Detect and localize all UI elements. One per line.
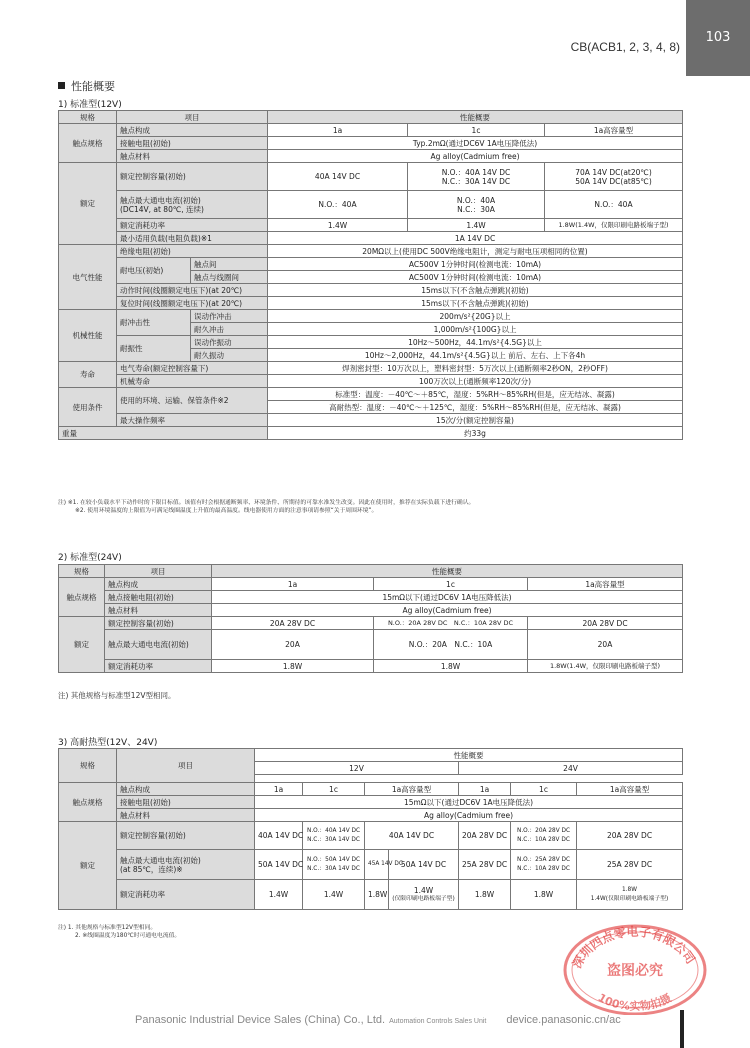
- cell-line: N.C.：10A 28V DC: [517, 865, 570, 872]
- footer: [135, 1014, 621, 1026]
- table2: [58, 564, 683, 673]
- row-label: 最大操作频率: [117, 414, 268, 427]
- row-label: 触点接触电阻(初始): [105, 591, 212, 604]
- cell: 20A: [528, 630, 683, 660]
- cell: 15mΩ以下(通过DC6V 1A电压降低法): [212, 591, 683, 604]
- seal-center-text: 盗图必究: [607, 963, 663, 979]
- cell: [389, 880, 459, 910]
- row-label: 额定控制容量(初始): [117, 163, 268, 191]
- table3: [58, 748, 683, 910]
- table1: [58, 110, 683, 440]
- cell: N.O.：20A 28V DC N.C.：10A 28V DC: [374, 617, 528, 630]
- header-item: 项目: [117, 749, 255, 783]
- cell-line: N.O.：25A 28V DC: [516, 856, 571, 863]
- cell: 1.8W: [212, 660, 374, 673]
- row-label: 额定控制容量(初始): [105, 617, 212, 630]
- cell: [545, 163, 683, 191]
- row-label: 触点构成: [105, 578, 212, 591]
- cell-line: 1.8W: [622, 886, 637, 893]
- seal-outer-text: 深圳四点零电子有限公司: [569, 924, 698, 971]
- table2-title: 2) 标准型(24V): [58, 553, 122, 563]
- table1-note1: 注) ※1. 在较小负载水平下动作时的下限目标值。该值有时会根据通断频率、环境条件、所期待的可靠水准发生改变。因此在使用时，推荐在实际负载下进行确认。: [58, 500, 475, 506]
- row-label: 电气寿命(额定控制容量下): [117, 362, 268, 375]
- page-number: 103: [705, 30, 731, 45]
- row-label: 耐振性: [117, 336, 191, 362]
- cat-life: 寿命: [59, 362, 117, 388]
- cell: 20A 28V DC: [528, 617, 683, 630]
- cell: [303, 850, 365, 880]
- row-label: 触点材料: [117, 809, 255, 822]
- row-sublabel: 误动作冲击: [191, 310, 268, 323]
- cell: 40A 14V DC: [255, 822, 303, 850]
- row-sublabel: 耐久冲击: [191, 323, 268, 336]
- cell: [511, 822, 577, 850]
- cell-line: N.C.：10A 28V DC: [517, 836, 570, 843]
- row-sublabel: 误动作振动: [191, 336, 268, 349]
- square-bullet-icon: [58, 82, 65, 89]
- row-label: 触点最大通电电流(初始): [105, 630, 212, 660]
- cell: 20A 28V DC: [577, 822, 683, 850]
- row-label: 额定消耗功率: [117, 219, 268, 232]
- cat-contact: 触点规格: [59, 124, 117, 163]
- cell: 1c: [408, 124, 545, 137]
- row-label: 触点构成: [117, 783, 255, 796]
- cell: 1.4W: [268, 219, 408, 232]
- label-line: (at 85℃，连续)※: [120, 864, 183, 874]
- cat-rating: 额定: [59, 163, 117, 245]
- cell: 1c: [511, 783, 577, 796]
- label-line: 触点最大通电电流(初始): [120, 855, 201, 865]
- cell: 45A 14V DC: [365, 850, 389, 880]
- table3-title: 3) 高耐热型(12V、24V): [58, 738, 158, 748]
- header-item: 项目: [105, 565, 212, 578]
- cell: [408, 163, 545, 191]
- cell: 焊剂密封型：10万次以上，塑料密封型：5万次以上(通断频率2秒ON，2秒OFF): [268, 362, 683, 375]
- row-label: 接触电阻(初始): [117, 796, 255, 809]
- cell: 1a: [212, 578, 374, 591]
- cat-weight: 重量: [59, 427, 268, 440]
- cell: AC500V 1分钟时间(检测电流：10mA): [268, 258, 683, 271]
- page-number-tab: [686, 0, 750, 76]
- header-perf: 性能概要: [268, 111, 683, 124]
- row-label: 机械寿命: [117, 375, 268, 388]
- footer-company: Panasonic Industrial Device Sales (China) Co., Ltd.: [135, 1014, 386, 1026]
- cell: 1.8W: [374, 660, 528, 673]
- cell: 1a: [268, 124, 408, 137]
- table1-title: 1) 标准型(12V): [58, 100, 122, 110]
- cell: Typ.2mΩ(通过DC6V 1A电压降低法): [268, 137, 683, 150]
- row-label: 绝缘电阻(初始): [117, 245, 268, 258]
- cell-line: N.C.：30A 14V DC: [441, 176, 511, 186]
- row-sublabel: 耐久振动: [191, 349, 268, 362]
- row-label: 耐电压(初始): [117, 258, 191, 284]
- cell: Ag alloy(Cadmium free): [212, 604, 683, 617]
- row-label: 复位时间(线圈额定电压下)(at 20℃): [117, 297, 268, 310]
- seal-bottom-text: 100%实物拍摄: [595, 991, 674, 1013]
- header-item: 项目: [117, 111, 268, 124]
- cell: 10Hz～500Hz，44.1m/s²{4.5G}以上: [268, 336, 683, 349]
- cell: AC500V 1分钟时间(检测电流：10mA): [268, 271, 683, 284]
- cell: 1.4W: [303, 880, 365, 910]
- row-label: [117, 850, 255, 880]
- cell-line: N.C.：30A 14V DC: [307, 865, 360, 872]
- header-perf: 性能概要: [255, 749, 683, 762]
- cat-env: 使用条件: [59, 388, 117, 427]
- cell: 100万次以上(通断频率120次/分): [268, 375, 683, 388]
- cell: 1,000m/s²{100G}以上: [268, 323, 683, 336]
- cell: 10Hz～2,000Hz，44.1m/s²{4.5G}以上 前后、左右、上下各4h: [268, 349, 683, 362]
- table1-note2: ※2. 使用环境温度的上限值为可满足线圈温度上升值的最高温度。线电器使用方面的注意事项请参照“关于周围环境”。: [75, 508, 378, 514]
- header-perf: 性能概要: [212, 565, 683, 578]
- cell: 1c: [303, 783, 365, 796]
- row-label: 触点材料: [105, 604, 212, 617]
- row-label: 最小适用负载(电阻负载)※1: [117, 232, 268, 245]
- cell: 1.8W: [365, 880, 389, 910]
- row-label: 额定消耗功率: [105, 660, 212, 673]
- cell-line: 1.4W(仅限印刷电路板端子型): [590, 895, 669, 902]
- cell: [511, 850, 577, 880]
- cell-line: N.O.：50A 14V DC: [306, 856, 361, 863]
- cat-elec: 电气性能: [59, 245, 117, 310]
- cell: 1c: [374, 578, 528, 591]
- cell: 1.4W: [408, 219, 545, 232]
- cat-mech: 机械性能: [59, 310, 117, 362]
- cell: Ag alloy(Cadmium free): [255, 809, 683, 822]
- row-label: [117, 191, 268, 219]
- footer-url: device.panasonic.cn/ac: [506, 1014, 621, 1026]
- cell: 1a: [459, 783, 511, 796]
- cat-rating: 额定: [59, 617, 105, 673]
- row-label: 触点构成: [117, 124, 268, 137]
- cell-line: 1.4W: [413, 885, 434, 895]
- header-24v: 24V: [459, 762, 683, 775]
- cell-line: N.O.：40A 14V DC: [441, 167, 511, 177]
- cat-contact: 触点规格: [59, 783, 117, 822]
- cell: 约33g: [268, 427, 683, 440]
- cell: 1.8W(1.4W，仅限印刷电路板端子型): [528, 660, 683, 673]
- header-12v: 12V: [255, 762, 459, 775]
- row-label: 额定消耗功率: [117, 880, 255, 910]
- cell: 40A 14V DC: [268, 163, 408, 191]
- table3-note2: 2. ※线圈温度为180℃时可通电电流值。: [75, 933, 181, 939]
- cat-contact: 触点规格: [59, 578, 105, 617]
- cell: 1a高容量型: [365, 783, 459, 796]
- cell: 1a高容量型: [577, 783, 683, 796]
- cell: 40A 14V DC: [365, 822, 459, 850]
- cell: 1.8W(1.4W，仅限印刷电路板端子型): [545, 219, 683, 232]
- header-spec: 规格: [59, 111, 117, 124]
- cell: 1.8W: [511, 880, 577, 910]
- cell: 15mΩ以下(通过DC6V 1A电压降低法): [255, 796, 683, 809]
- row-sublabel: 触点间: [191, 258, 268, 271]
- footer-bar: [680, 1010, 684, 1048]
- row-label: 触点材料: [117, 150, 268, 163]
- cell-line: 70A 14V DC(at20℃): [575, 167, 652, 177]
- cell: 标准型：温度：－40℃～＋85℃，湿度：5%RH～85%RH(但是，应无结冰、凝露): [268, 388, 683, 401]
- cell: Ag alloy(Cadmium free): [268, 150, 683, 163]
- cell: 20A: [212, 630, 374, 660]
- cell: 20MΩ以上(使用DC 500V绝缘电阻计，测定与耐电压项相同的位置): [268, 245, 683, 258]
- footer-unit: Automation Controls Sales Unit: [389, 1018, 487, 1025]
- row-label: 动作时间(线圈额定电压下)(at 20℃): [117, 284, 268, 297]
- row-label: 耐冲击性: [117, 310, 191, 336]
- cell-line: N.O.：40A: [456, 195, 496, 205]
- table3-note1: 注) 1. 其他规格与标准型12V型相同。: [58, 925, 157, 931]
- cell: 15次/分(额定控制容量): [268, 414, 683, 427]
- row-label: 接触电阻(初始): [117, 137, 268, 150]
- cell: 20A 28V DC: [459, 822, 511, 850]
- cell: 50A 14V DC: [255, 850, 303, 880]
- cell: 1a: [255, 783, 303, 796]
- cell: 1.8W: [459, 880, 511, 910]
- cell: N.O.：40A: [268, 191, 408, 219]
- company-seal-stamp: [560, 905, 710, 1015]
- cell: 20A 28V DC: [212, 617, 374, 630]
- cell: [408, 191, 545, 219]
- cell: N.O.：20A N.C.：10A: [374, 630, 528, 660]
- cell-line: N.C.：30A 14V DC: [307, 836, 360, 843]
- section-title: [58, 78, 115, 94]
- cell-line: N.O.：20A 28V DC: [516, 827, 571, 834]
- cell: 25A 28V DC: [459, 850, 511, 880]
- cell: 1.4W: [255, 880, 303, 910]
- cell-line: N.C.：30A: [457, 204, 495, 214]
- row-label: 额定控制容量(初始): [117, 822, 255, 850]
- cell: 1a高容量型: [528, 578, 683, 591]
- cell: N.O.：40A: [545, 191, 683, 219]
- cell: 15ms以下(不含触点弹跳)(初始): [268, 297, 683, 310]
- cell-line: 50A 14V DC(at85℃): [575, 176, 652, 186]
- table2-note: 注) 其他规格与标准型12V型相同。: [58, 691, 176, 700]
- header-spec: 规格: [59, 565, 105, 578]
- cell: 15ms以下(不含触点弹跳)(初始): [268, 284, 683, 297]
- cell: 1a高容量型: [545, 124, 683, 137]
- cat-rating: 额定: [59, 822, 117, 910]
- cell: 25A 28V DC: [577, 850, 683, 880]
- label-line: 触点最大通电电流(初始): [120, 195, 201, 205]
- cell: 高耐热型：温度：－40℃～＋125℃，湿度：5%RH～85%RH(但是，应无结冰、凝露): [268, 401, 683, 414]
- cell: 200m/s²{20G}以上: [268, 310, 683, 323]
- cell-line: (仅限印刷电路板端子型): [392, 895, 455, 902]
- cell: 50A 14V DC: [389, 850, 459, 880]
- row-label: 使用的环境、运输、保管条件※2: [117, 388, 268, 414]
- header-spec: 规格: [59, 749, 117, 783]
- model-title: CB(ACB1, 2, 3, 4, 8): [570, 40, 680, 54]
- cell: [303, 822, 365, 850]
- row-sublabel: 触点与线圈间: [191, 271, 268, 284]
- label-line: (DC14V, at 80℃, 连续): [120, 204, 204, 214]
- cell: 1A 14V DC: [268, 232, 683, 245]
- cell-line: N.O.：40A 14V DC: [306, 827, 361, 834]
- section-title-text: 性能概要: [71, 80, 115, 93]
